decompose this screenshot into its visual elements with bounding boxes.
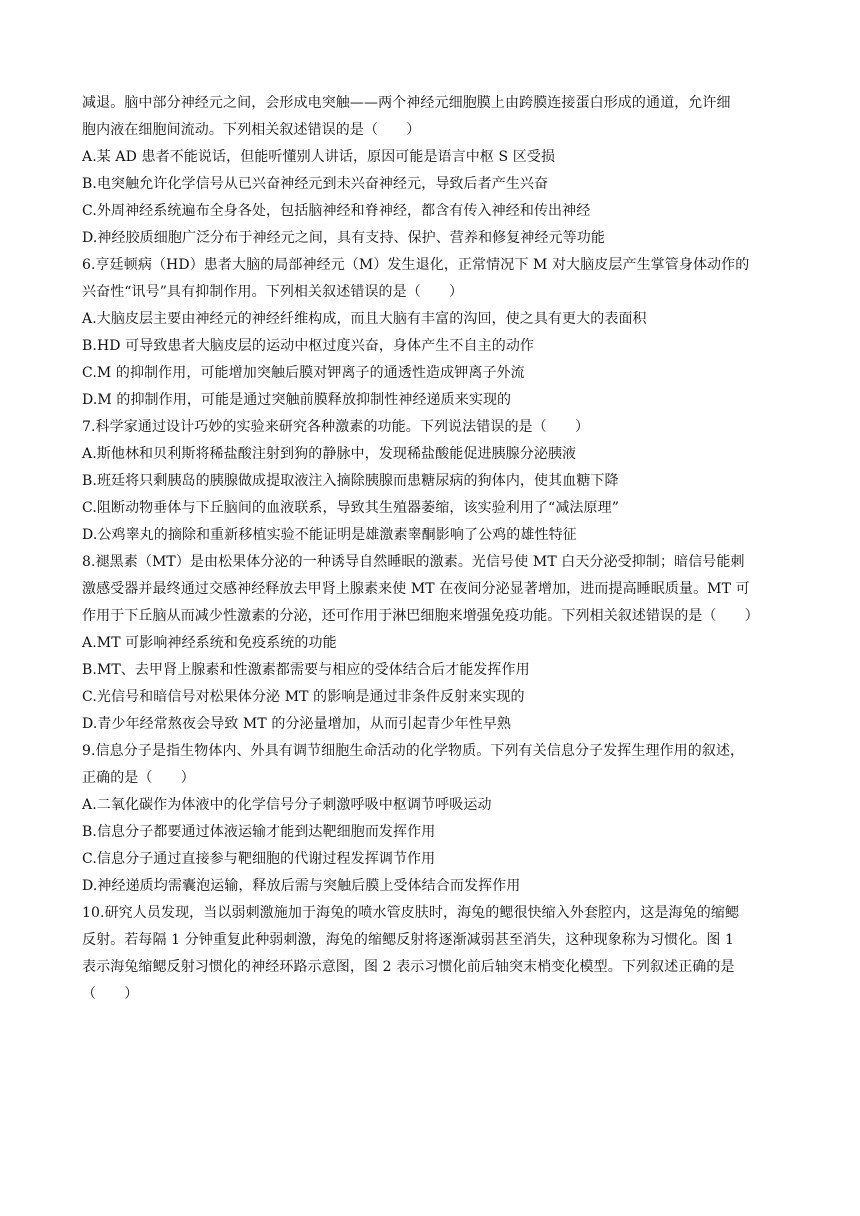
question-line: 10.研究人员发现，当以弱刺激施加于海兔的喷水管皮肤时，海兔的鳃很快缩入外套腔内，这是海兔的缩鳃 [82,905,740,921]
question-line: 激感受器并最终通过交感神经释放去甲肾上腺素来使 MT 在夜间分泌显著增加，进而提高睡眠质量。MT 可 [82,581,750,597]
option-line: D.公鸡睾丸的摘除和重新移植实验不能证明是雄激素睾酮影响了公鸡的雄性特征 [82,527,577,543]
option-line: B.信息分子都要通过体液运输才能到达靶细胞而发挥作用 [82,824,436,840]
question-line: 8.褪黑素（MT）是由松果体分泌的一种诱导自然睡眠的激素。光信号使 MT 白天分泌受抑制；暗信号能刺 [82,554,745,570]
question-line: 兴奋性“讯号”具有抑制作用。下列相关叙述错误的是（ ） [82,284,464,300]
question-line: 7.科学家通过设计巧妙的实验来研究各种激素的功能。下列说法错误的是（ ） [82,419,590,435]
option-line: C.信息分子通过直接参与靶细胞的代谢过程发挥调节作用 [82,851,436,867]
question-line: 6.亨廷顿病（HD）患者大脑的局部神经元（M）发生退化，正常情况下 M 对大脑皮层产生掌管身体动作的 [82,257,750,273]
option-line: B.电突触允许化学信号从已兴奋神经元到未兴奋神经元，导致后者产生兴奋 [82,176,549,192]
option-line: A.MT 可影响神经系统和免疫系统的功能 [82,635,337,651]
option-line: B.班廷将只剩胰岛的胰腺做成提取液注入摘除胰腺而患糖尿病的狗体内，使其血糖下降 [82,473,619,489]
option-line: C.外周神经系统遍布全身各处，包括脑神经和脊神经，都含有传入神经和传出神经 [82,203,591,219]
option-line: D.神经递质均需囊泡运输，释放后需与突触后膜上受体结合而发挥作用 [82,878,521,894]
option-line: C.M 的抑制作用，可能增加突触后膜对钾离子的通透性造成钾离子外流 [82,365,525,381]
option-line: D.神经胶质细胞广泛分布于神经元之间，具有支持、保护、营养和修复神经元等功能 [82,230,605,246]
option-line: B.HD 可导致患者大脑皮层的运动中枢过度兴奋，身体产生不自主的动作 [82,338,535,354]
option-line: C.光信号和暗信号对松果体分泌 MT 的影响是通过非条件反射来实现的 [82,689,525,705]
option-line: C.阻断动物垂体与下丘脑间的血液联系，导致其生殖器萎缩，该实验利用了“减法原理” [82,500,619,516]
text-line: 胞内液在细胞间流动。下列相关叙述错误的是（ ） [82,122,421,138]
option-line: D.青少年经常熬夜会导致 MT 的分泌量增加，从而引起青少年性早熟 [82,716,512,732]
text-line: 减退。脑中部分神经元之间，会形成电突触——两个神经元细胞膜上由跨膜连接蛋白形成的通道，允许细 [82,95,731,111]
option-line: B.MT、去甲肾上腺素和性激素都需要与相应的受体结合后才能发挥作用 [82,662,530,678]
option-line: A.某 AD 患者不能说话，但能听懂别人讲话，原因可能是语言中枢 S 区受损 [82,149,556,165]
option-line: A.大脑皮层主要由神经元的神经纤维构成，而且大脑有丰富的沟回，使之具有更大的表面积 [82,311,647,327]
question-line: 表示海兔缩鳃反射习惯化的神经环路示意图，图 2 表示习惯化前后轴突末梢变化模型。下列叙述正确的是 [82,959,735,975]
question-line: （ ） [82,986,139,1002]
option-line: D.M 的抑制作用，可能是通过突触前膜释放抑制性神经递质来实现的 [82,392,512,408]
option-line: A.斯他林和贝利斯将稀盐酸注射到狗的静脉中，发现稀盐酸能促进胰腺分泌胰液 [82,446,577,462]
question-line: 反射。若每隔 1 分钟重复此种弱刺激，海兔的缩鳃反射将逐渐减弱甚至消失，这种现象称为习惯化。图 1 [82,932,735,948]
question-line: 正确的是（ ） [82,770,195,786]
option-line: A.二氧化碳作为体液中的化学信号分子刺激呼吸中枢调节呼吸运动 [82,797,492,813]
document-page [82,90,782,1008]
question-line: 作用于下丘脑从而减少性激素的分泌，还可作用于淋巴细胞来增强免疫功能。下列相关叙述错误的是（ ） [82,608,759,624]
question-line: 9.信息分子是指生物体内、外具有调节细胞生命活动的化学物质。下列有关信息分子发挥生理作用的叙述， [82,743,745,759]
